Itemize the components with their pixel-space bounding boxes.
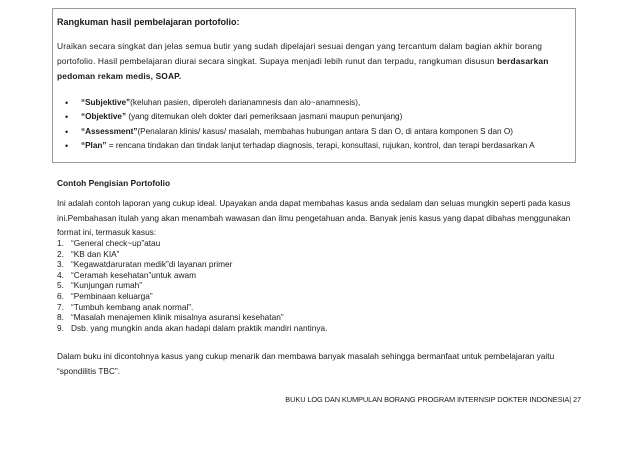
summary-paragraph-text: Uraikan secara singkat dan jelas semua butir yang sudah dipelajari sesuai dengan yang tercantum dalam bagian akhir borang portofolio. Hasil pembelajaran diurai secara singkat. Supaya menjadi lebih runut dan terpadu, rangkuman disusun: [57, 41, 543, 66]
example-section-title: Contoh Pengisian Portofolio: [57, 178, 171, 188]
soap-item-plan: [65, 139, 573, 153]
bullet-icon: •: [65, 140, 69, 151]
list-number: 4.: [57, 269, 64, 280]
soap-desc: (yang ditemukan oleh dokter dari pemeriksaan jasmani maupun penunjang): [126, 112, 403, 122]
page-footer: BUKU LOG DAN KUMPULAN BORANG PROGRAM INTERNSIP DOKTER INDONESIA| 27: [285, 395, 581, 404]
list-number: 1.: [57, 238, 64, 248]
example-intro-paragraph: Ini adalah contoh laporan yang cukup ideal. Upayakan anda dapat membahas kasus anda sedalam dan seluas mungkin seperti pada kasus ini.Pembahasan itulah yang akan menambah wawasan dan ilmu pengetahuan anda. Banyak jenis kasus yang dapat dibahas menggunakan format ini, termasuk kasus:: [57, 198, 571, 237]
list-number: 2.: [57, 248, 64, 259]
summary-paragraph: [57, 39, 571, 84]
soap-desc: = rencana tindakan dan tindak lanjut terhadap diagnosis, terapi, konsultasi, rujukan, kontrol, dan terapi berdasarkan A: [106, 140, 535, 150]
list-number: 3.: [57, 259, 64, 270]
soap-list: [65, 96, 573, 153]
list-number: 6.: [57, 290, 64, 301]
list-text: “Masalah menajemen klinik misalnya asuransi kesehatan”: [71, 312, 284, 323]
soap-term: “Subjektive”: [81, 98, 131, 107]
summary-title: Rangkuman hasil pembelajaran portofolio:: [57, 17, 240, 27]
list-item: [57, 291, 327, 302]
list-item: [57, 280, 327, 291]
list-number: 8.: [57, 312, 64, 323]
list-text: “Kunjungan rumah”: [71, 280, 143, 291]
example-outro-paragraph: Dalam buku ini dicontohnya kasus yang cukup menarik dan membawa banyak masalah sehingga bermanfaat untuk pembelajaran yaitu “spondilitis TBC”.: [57, 351, 555, 376]
list-number: 5.: [57, 280, 64, 291]
list-text: “Pembinaan keluarga”: [71, 290, 153, 301]
soap-desc: (Penalaran klinis/ kasus/ masalah, membahas hubungan antara S dan O, di antara komponen S dan O): [137, 126, 513, 136]
list-item: [57, 312, 327, 323]
list-text: “KB dan KIA”: [71, 248, 120, 259]
list-number: 9.: [57, 322, 64, 333]
bullet-icon: •: [65, 112, 69, 123]
bullet-icon: •: [65, 98, 69, 108]
summary-box: [52, 8, 576, 163]
list-text: Dsb. yang mungkin anda akan hadapi dalam praktik mandiri nantinya.: [71, 322, 328, 333]
list-item: [57, 238, 327, 249]
bullet-icon: •: [65, 126, 69, 137]
list-text: “Tumbuh kembang anak normal”.: [71, 301, 194, 312]
list-text: “General check~up”atau: [71, 238, 161, 248]
summary-paragraph-bold: berdasarkan pedoman rekam medis, SOAP.: [57, 56, 549, 81]
list-item: [57, 302, 327, 313]
list-text: “Ceramah kesehatan”untuk awam: [71, 269, 196, 280]
list-text: “Kegawatdaruratan medik”di layanan primer: [71, 259, 233, 270]
soap-term: “Assessment”: [81, 126, 138, 136]
list-item: [57, 259, 327, 270]
soap-term: “Plan”: [81, 140, 107, 150]
list-number: 7.: [57, 301, 64, 312]
list-item: [57, 270, 327, 281]
case-list: [57, 238, 327, 333]
soap-term: “Objektive”: [81, 112, 127, 122]
list-item: [57, 323, 327, 334]
soap-item-assessment: [65, 125, 573, 139]
soap-desc: (keluhan pasien, diperoleh darianamnesis dan alo~anamnesis),: [130, 98, 361, 107]
soap-item-objective: [65, 110, 573, 124]
list-item: [57, 249, 327, 260]
soap-item-subjective: [65, 96, 573, 110]
